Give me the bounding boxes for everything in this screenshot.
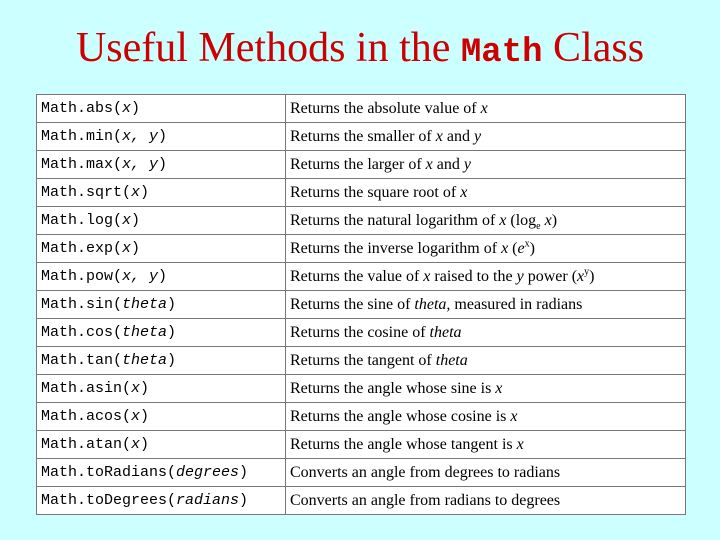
desc-text: Returns the value of <box>290 267 424 285</box>
slide-title <box>0 22 720 79</box>
title-suffix: Class <box>542 25 645 71</box>
method-name: Math.abs( <box>41 100 123 117</box>
method-name: Math.cos( <box>41 324 123 341</box>
method-cell <box>37 207 286 235</box>
description-cell <box>286 347 686 375</box>
method-cell <box>37 347 286 375</box>
table-row <box>37 487 686 515</box>
table-row <box>37 151 686 179</box>
method-args: x <box>131 380 141 397</box>
method-args: x, y <box>122 128 159 145</box>
desc-var: y <box>473 127 482 145</box>
desc-var: x <box>577 267 585 285</box>
method-name: Math.exp( <box>41 240 123 257</box>
method-cell <box>37 95 286 123</box>
method-cell <box>37 403 286 431</box>
method-args: x <box>131 408 141 425</box>
method-cell <box>37 431 286 459</box>
desc-text: Returns the tangent of <box>290 351 436 369</box>
method-name: Math.tan( <box>41 352 123 369</box>
table-row <box>37 291 686 319</box>
method-close: ) <box>167 296 177 313</box>
title-code: Math <box>460 34 543 72</box>
method-args: x <box>122 212 132 229</box>
description-cell <box>286 291 686 319</box>
method-cell <box>37 123 286 151</box>
desc-var: x <box>423 267 431 285</box>
table-row <box>37 403 686 431</box>
desc-text: Returns the natural logarithm of <box>290 211 500 229</box>
desc-text: Returns the angle whose cosine is <box>290 407 511 425</box>
desc-var: x <box>495 379 503 397</box>
description-cell <box>286 263 686 291</box>
method-cell <box>37 235 286 263</box>
table-row <box>37 459 686 487</box>
desc-text: Returns the sine of <box>290 295 415 313</box>
desc-subscript: e <box>536 220 541 232</box>
desc-text: Converts an angle from degrees to radians <box>290 463 561 481</box>
method-close: ) <box>239 464 249 481</box>
method-close: ) <box>131 100 141 117</box>
method-name: Math.pow( <box>41 268 123 285</box>
desc-var: x <box>510 407 518 425</box>
methods-table <box>36 94 686 515</box>
desc-text: Converts an angle from radians to degrees <box>290 491 561 509</box>
method-args: radians <box>176 492 240 509</box>
method-name: Math.toDegrees( <box>41 492 177 509</box>
method-args: x <box>122 100 132 117</box>
description-cell <box>286 459 686 487</box>
desc-var: theta <box>435 351 468 369</box>
method-args: x, y <box>122 156 159 173</box>
desc-superscript: y <box>584 266 590 278</box>
description-cell <box>286 375 686 403</box>
desc-text: Returns the cosine of <box>290 323 430 341</box>
table-row <box>37 319 686 347</box>
desc-text: Returns the larger of <box>290 155 426 173</box>
table-row <box>37 179 686 207</box>
table-row <box>37 95 686 123</box>
desc-var: y <box>463 155 471 173</box>
title-prefix: Useful Methods in the <box>75 25 461 71</box>
desc-var: y <box>516 267 524 285</box>
method-args: degrees <box>176 464 240 481</box>
method-args: x <box>122 240 132 257</box>
desc-var: x <box>501 239 509 257</box>
desc-text: and <box>432 155 464 173</box>
table-row <box>37 431 686 459</box>
desc-text: Returns the inverse logarithm of <box>290 239 502 257</box>
desc-text: Returns the square root of <box>290 183 461 201</box>
method-name: Math.toRadians( <box>41 464 177 481</box>
description-cell <box>286 403 686 431</box>
method-close: ) <box>158 128 168 145</box>
method-args: theta <box>122 352 168 369</box>
table-row <box>37 263 686 291</box>
desc-var: x <box>435 127 443 145</box>
description-cell <box>286 179 686 207</box>
description-cell <box>286 207 686 235</box>
desc-text: raised to the <box>430 267 517 285</box>
table-row <box>37 207 686 235</box>
method-close: ) <box>158 268 168 285</box>
desc-text: ) <box>589 267 595 285</box>
desc-text: Returns the smaller of <box>290 127 436 145</box>
method-name: Math.log( <box>41 212 123 229</box>
desc-text: power ( <box>523 267 578 285</box>
method-close: ) <box>167 352 177 369</box>
method-args: x <box>131 436 141 453</box>
method-close: ) <box>140 436 150 453</box>
desc-var: x <box>480 99 488 117</box>
desc-text: Returns the angle whose tangent is <box>290 435 517 453</box>
desc-text: Returns the angle whose sine is <box>290 379 496 397</box>
method-name: Math.sin( <box>41 296 123 313</box>
method-cell <box>37 487 286 515</box>
desc-text: ) <box>551 211 558 229</box>
desc-text: (log <box>506 211 537 229</box>
method-cell <box>37 291 286 319</box>
desc-text: Returns the absolute value of <box>290 99 481 117</box>
desc-text: ) <box>529 239 535 257</box>
method-close: ) <box>140 184 150 201</box>
method-cell <box>37 151 286 179</box>
method-args: theta <box>122 324 168 341</box>
method-args: theta <box>122 296 168 313</box>
method-name: Math.atan( <box>41 436 132 453</box>
desc-var: x <box>516 435 524 453</box>
method-args: x, y <box>122 268 159 285</box>
description-cell <box>286 123 686 151</box>
description-cell <box>286 487 686 515</box>
desc-var: x <box>499 211 507 229</box>
desc-var: x <box>544 211 552 229</box>
desc-superscript: x <box>524 238 530 250</box>
desc-var: x <box>425 155 433 173</box>
table-row <box>37 347 686 375</box>
method-args: x <box>131 184 141 201</box>
method-name: Math.sqrt( <box>41 184 132 201</box>
description-cell <box>286 235 686 263</box>
method-name: Math.min( <box>41 128 123 145</box>
method-close: ) <box>239 492 249 509</box>
method-close: ) <box>158 156 168 173</box>
desc-text: measured in radians <box>450 295 583 313</box>
desc-text: and <box>442 127 474 145</box>
desc-var: theta, <box>414 295 451 313</box>
desc-var: theta <box>429 323 462 341</box>
method-cell <box>37 179 286 207</box>
method-close: ) <box>140 408 150 425</box>
method-cell <box>37 375 286 403</box>
method-cell <box>37 459 286 487</box>
method-name: Math.asin( <box>41 380 132 397</box>
method-close: ) <box>140 380 150 397</box>
method-cell <box>37 319 286 347</box>
method-close: ) <box>131 240 141 257</box>
table-row <box>37 235 686 263</box>
description-cell <box>286 319 686 347</box>
method-close: ) <box>167 324 177 341</box>
desc-text: ( <box>508 239 518 257</box>
description-cell <box>286 95 686 123</box>
method-name: Math.acos( <box>41 408 132 425</box>
method-close: ) <box>131 212 141 229</box>
desc-var: e <box>517 239 525 257</box>
table-row <box>37 375 686 403</box>
table-row <box>37 123 686 151</box>
method-cell <box>37 263 286 291</box>
desc-var: x <box>460 183 468 201</box>
description-cell <box>286 151 686 179</box>
method-name: Math.max( <box>41 156 123 173</box>
description-cell <box>286 431 686 459</box>
